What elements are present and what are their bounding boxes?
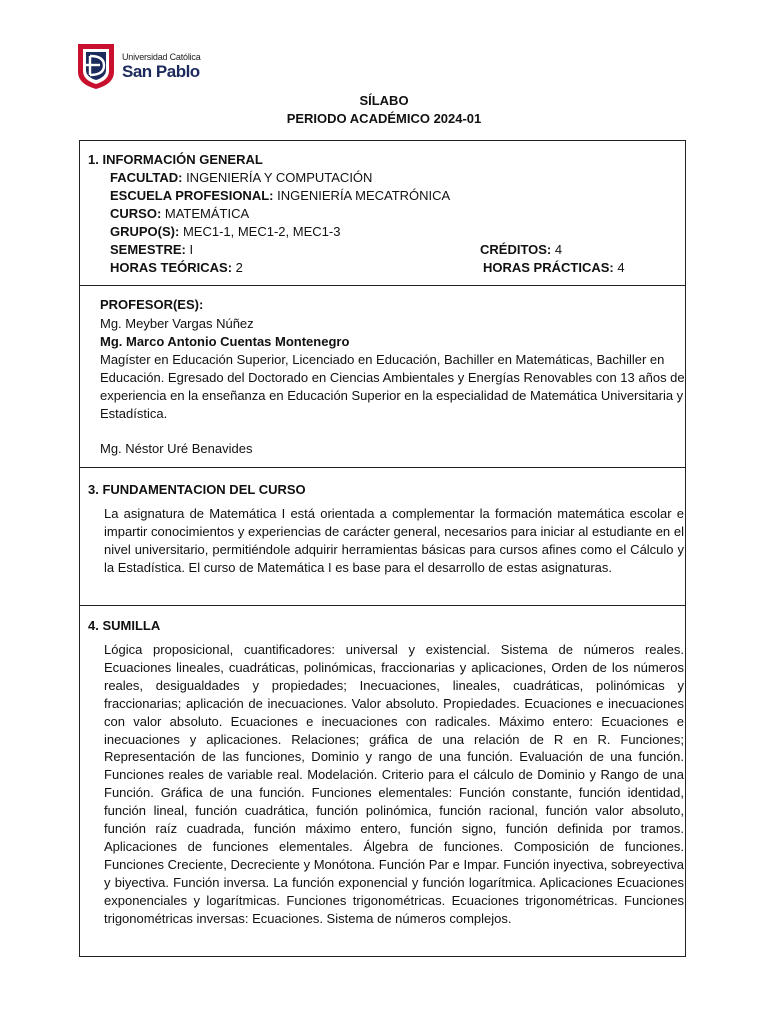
course-label: CURSO: xyxy=(110,206,162,221)
summary-section xyxy=(80,606,685,956)
foundation-section xyxy=(80,468,685,606)
faculty-row xyxy=(110,170,372,185)
school-row xyxy=(110,188,450,203)
course-row xyxy=(110,206,249,221)
university-logo xyxy=(74,42,204,90)
general-info-heading: 1. INFORMACIÓN GENERAL xyxy=(88,152,263,167)
credits-value: 4 xyxy=(551,242,563,257)
practice-hours-value: 4 xyxy=(613,260,625,275)
summary-heading: 4. SUMILLA xyxy=(88,618,161,633)
groups-value: MEC1-1, MEC1-2, MEC1-3 xyxy=(179,224,341,239)
university-shield-icon xyxy=(74,42,118,90)
credits-row xyxy=(480,242,562,257)
school-value: INGENIERÍA MECATRÓNICA xyxy=(273,188,451,203)
groups-row xyxy=(110,224,340,239)
theory-hours-row xyxy=(110,260,243,275)
professor-name: Mg. Meyber Vargas Núñez xyxy=(100,316,254,331)
professors-section xyxy=(80,286,685,468)
logo-name: San Pablo xyxy=(122,61,200,81)
professor-name: Mg. Marco Antonio Cuentas Montenegro xyxy=(100,334,350,349)
school-label: ESCUELA PROFESIONAL: xyxy=(110,188,274,203)
general-info-section xyxy=(80,141,685,286)
groups-label: GRUPO(S): xyxy=(110,224,180,239)
semester-label: SEMESTRE: xyxy=(110,242,186,257)
practice-hours-row xyxy=(483,260,625,275)
faculty-value: INGENIERÍA Y COMPUTACIÓN xyxy=(182,170,373,185)
theory-hours-value: 2 xyxy=(232,260,243,275)
credits-label: CRÉDITOS: xyxy=(480,242,552,257)
professor-name: Mg. Néstor Uré Benavides xyxy=(100,441,253,456)
academic-period: PERIODO ACADÉMICO 2024-01 xyxy=(286,111,482,126)
syllabus-table xyxy=(79,140,686,957)
summary-text: Lógica proposicional, cuantificadores: universal y existencial. Sistema de números reales. Ecuaciones lineales, cuadráticas, polinómicas, fraccionarias y aplicaciones, Orden de los números reales, desigualdades y propiedades; Inecuaciones, lineales, cuadráticas, polinómicas y fraccionarias; aplicación de inecuaciones. Valor absoluto. Propiedades. Ecuaciones e inecuaciones con valor absoluto. Ecuaciones e inecuaciones con radicales. Máximo entero: Ecuaciones e inecuaciones y aplicaciones. Relaciones; gráfica de una relación de R en R. Funciones; Representación de las funciones, Dominio y rango de una función. Evaluación de una función. Funciones reales de variable real. Modelación. Criterio para el cálculo de Dominio y Rango de una Función. Gráfica de una función. Funciones elementales: Función constante, función identidad, función lineal, función cuadrática, función polinómica, función racional, función valor absoluto, función raíz cuadrada, función máximo entero, función signo, función definida por tramos. Aplicaciones de funciones elementales. Álgebra de funciones. Composición de funciones. Funciones Creciente, Decreciente y Monótona. Función Par e Impar. Función inyectiva, sobreyectiva y biyectiva. Función inversa. La función exponencial y función logarítmica. Aplicaciones Ecuaciones exponenciales y logarítmicas. Funciones trigonométricas. Ecuaciones trigonométricas. Funciones trigonométricas inversas: Ecuaciones. Sistema de números complejos. xyxy=(104,642,684,926)
semester-row xyxy=(110,242,193,257)
semester-value: I xyxy=(185,242,194,257)
course-value: MATEMÁTICA xyxy=(161,206,250,221)
faculty-label: FACULTAD: xyxy=(110,170,183,185)
foundation-heading: 3. FUNDAMENTACION DEL CURSO xyxy=(88,482,306,497)
foundation-text: La asignatura de Matemática I está orientada a complementar la formación matemática escolar e impartir conocimientos y experiencias de carácter general, necesarios para iniciar al estudiante en el nivel universitario, permitiéndole adquirir herramientas básicas para cursos afines como el Cálculo y la Estadística. El curso de Matemática I es base para el desarrollo de estas asignaturas. xyxy=(104,506,684,575)
professor-bio: Magíster en Educación Superior, Licenciado en Educación, Bachiller en Matemáticas, Bachiller en Educación. Egresado del Doctorado en Ciencias Ambientales y Energías Renovables con 13 años de experiencia en la enseñanza en Educación Superior en la especialidad de Matemática Universitaria y Estadística. xyxy=(100,352,685,421)
logo-subtitle: Universidad Católica xyxy=(122,51,201,62)
theory-hours-label: HORAS TEÓRICAS: xyxy=(110,260,233,275)
document-title: SÍLABO xyxy=(359,93,409,108)
professors-heading: PROFESOR(ES): xyxy=(100,297,204,312)
practice-hours-label: HORAS PRÁCTICAS: xyxy=(483,260,614,275)
